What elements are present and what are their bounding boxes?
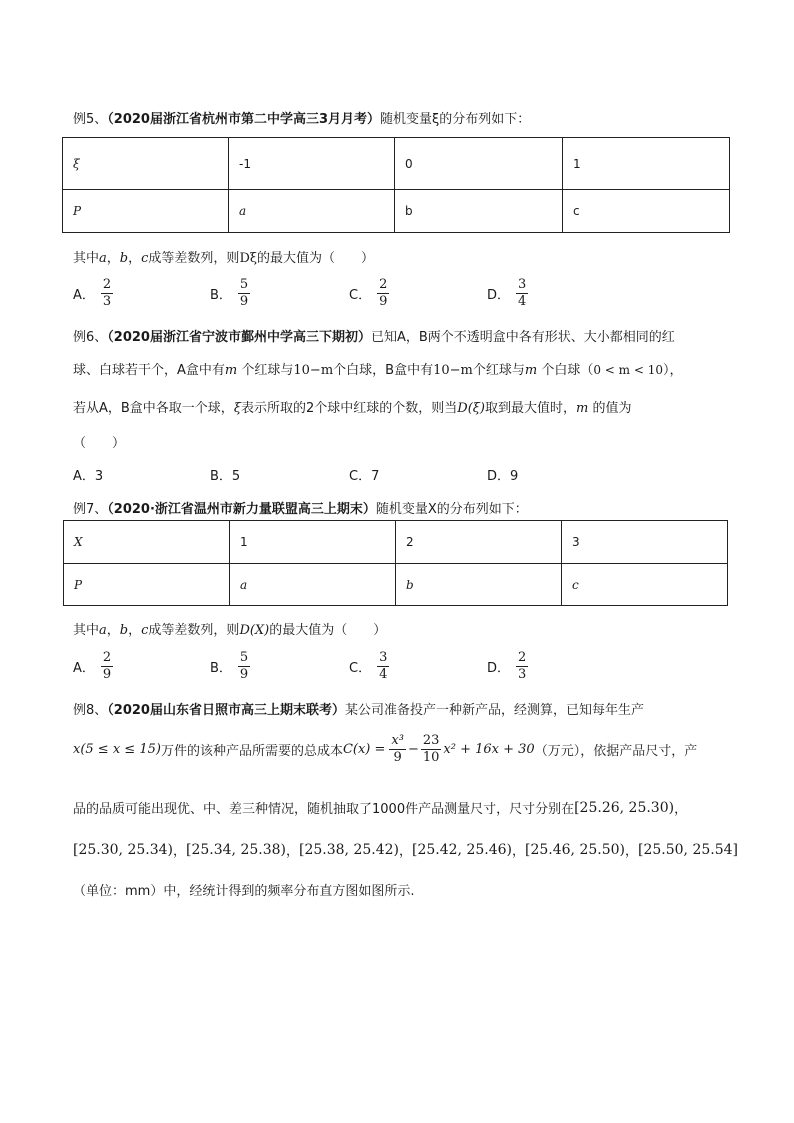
numerator: 3 — [518, 277, 527, 292]
ex6-option-a[interactable]: A．3 — [73, 469, 104, 484]
separator: ， — [511, 844, 525, 859]
var-b: b — [119, 251, 129, 266]
ex7-option-c[interactable] — [349, 651, 391, 681]
table-cell: 1 — [563, 138, 730, 190]
ex6-text: 的值为 — [592, 401, 632, 416]
separator: ， — [674, 802, 688, 817]
ex6-line-3 — [73, 397, 632, 416]
ex6-text: 已知A，B两个不透明盒中各有形状、大小都相同的红 — [370, 330, 675, 345]
variance-expr: D(X) — [239, 623, 270, 638]
condition-text: 的最大值为（ ） — [269, 623, 387, 638]
numerator: x³ — [391, 733, 404, 748]
ex7-option-a[interactable] — [73, 651, 115, 681]
ex6-text: 个红球与 — [241, 363, 294, 378]
ex5-label: 例5、 — [73, 112, 108, 127]
var-m: m — [524, 363, 538, 378]
ex7-source: （2020·浙江省温州市新力量联盟高三上期末） — [107, 502, 376, 517]
numerator: 2 — [102, 650, 112, 665]
domain-expr: x(5 ≤ x ≤ 15) — [73, 741, 161, 757]
option-label: B． — [210, 660, 232, 676]
table-cell: 3 — [562, 521, 728, 564]
ex8-text: 某公司准备投产一种新产品，经测算，已知每年生产 — [344, 703, 644, 718]
option-label: D． — [487, 660, 511, 676]
variance-expr: Dξ — [239, 251, 258, 266]
table-cell: 0 — [395, 138, 563, 190]
fraction — [421, 734, 442, 764]
numerator: 5 — [239, 650, 249, 665]
range-expr: 0 < m < 10 — [593, 363, 663, 377]
numerator: 23 — [422, 733, 440, 748]
ex6-option-c[interactable]: C．7 — [349, 469, 380, 484]
fraction — [238, 278, 250, 308]
denominator: 3 — [102, 293, 112, 309]
ex7-intro — [73, 498, 528, 517]
ex6-text: 个白球，B盒中有 — [333, 363, 434, 378]
ex7-option-b[interactable] — [210, 651, 252, 681]
ex8-line-5: （单位：mm）中，经统计得到的频率分布直方图如图所示. — [73, 884, 415, 899]
table-row — [63, 138, 730, 190]
minus-sign: − — [407, 741, 419, 757]
ex8-line-2 — [73, 734, 697, 764]
table-row — [64, 564, 728, 606]
ex5-option-c[interactable] — [349, 278, 391, 308]
interval: [25.42, 25.46) — [412, 841, 512, 858]
table-cell: -1 — [229, 138, 395, 190]
option-label: A． — [73, 287, 95, 303]
table-cell: ξ — [63, 138, 229, 190]
ex6-option-d[interactable]: D．9 — [487, 469, 519, 484]
ex8-text: （万元），依据产品尺寸，产 — [534, 743, 698, 759]
ex8-text: 品的品质可能出现优、中、差三种情况，随机抽取了1000件产品测量尺寸，尺寸分别在 — [73, 802, 575, 817]
interval: [25.38, 25.42) — [299, 841, 399, 858]
ex5-intro — [73, 108, 530, 127]
var-m: m — [224, 363, 238, 378]
expr: 10−m — [293, 363, 334, 378]
denominator: 9 — [239, 293, 249, 309]
var-xi: ξ — [233, 401, 241, 416]
numerator: 2 — [102, 277, 112, 292]
ex6-text: 个白球（ — [541, 363, 594, 378]
ex6-text: 表示所取的2个球中红球的个数，则当 — [240, 401, 458, 416]
table-cell: 1 — [230, 521, 396, 564]
ex8-source: （2020届山东省日照市高三上期末联考） — [107, 703, 345, 718]
fraction — [238, 651, 250, 681]
var-c: c — [141, 623, 149, 638]
option-label: B． — [210, 287, 232, 303]
condition-text: 成等差数列，则 — [148, 251, 240, 266]
separator: ， — [398, 844, 412, 859]
ex6-source: （2020届浙江省宁波市鄞州中学高三下期初） — [107, 330, 371, 345]
ex6-text: ）， — [663, 363, 683, 378]
ex8-label: 例8、 — [73, 703, 108, 718]
denominator: 9 — [102, 666, 112, 682]
interval: [25.46, 25.50) — [525, 841, 625, 858]
option-label: D． — [487, 287, 511, 303]
ex5-option-a[interactable] — [73, 278, 115, 308]
condition-text: 其中 — [73, 623, 100, 638]
var-b: b — [119, 623, 129, 638]
ex7-option-d[interactable] — [487, 651, 530, 681]
ex5-option-b[interactable] — [210, 278, 252, 308]
variance-expr: D(ξ) — [457, 401, 485, 416]
ex6-text: 个红球与 — [472, 363, 525, 378]
var-a: a — [99, 623, 107, 638]
ex5-source: （2020届浙江省杭州市第二中学高三3月月考） — [107, 112, 381, 127]
denominator: 10 — [422, 749, 440, 765]
option-label: C． — [349, 287, 372, 303]
denominator: 4 — [379, 666, 388, 682]
table-row — [64, 521, 728, 564]
interval: [25.50, 25.54] — [638, 841, 738, 858]
table-cell: P — [63, 190, 229, 233]
cost-function-lhs: C(x) = — [342, 741, 386, 757]
var-c: c — [141, 251, 149, 266]
interval: [25.30, 25.34) — [73, 841, 173, 858]
table-cell: c — [563, 190, 730, 233]
ex6-label: 例6、 — [73, 330, 108, 345]
fraction — [101, 278, 113, 308]
ex5-condition: 其中a，b，c成等差数列，则Dξ的最大值为（ ） — [73, 251, 375, 266]
table-cell: 2 — [396, 521, 562, 564]
ex6-option-b[interactable]: B．5 — [210, 469, 241, 484]
table-cell: X — [64, 521, 230, 564]
denominator: 4 — [518, 293, 527, 309]
ex8-line-1 — [73, 699, 644, 718]
ex6-text: 取到最大值时， — [485, 401, 577, 416]
numerator: 5 — [239, 277, 249, 292]
denominator: 9 — [239, 666, 249, 682]
numerator: 2 — [518, 650, 527, 665]
option-label: A． — [73, 660, 95, 676]
condition-text: 成等差数列，则 — [148, 623, 240, 638]
ex6-line-2 — [73, 359, 683, 378]
denominator: 9 — [393, 749, 402, 765]
ex8-text: 万件的该种产品所需要的总成本 — [160, 743, 343, 759]
separator: ， — [624, 844, 638, 859]
ex7-distribution-table — [63, 520, 728, 606]
separator: ， — [172, 844, 186, 859]
denominator: 3 — [518, 666, 527, 682]
ex5-text: 随机变量ξ的分布列如下： — [380, 112, 531, 127]
separator: ， — [285, 844, 299, 859]
table-cell: P — [64, 564, 230, 606]
numerator: 3 — [379, 650, 388, 665]
fraction — [516, 651, 528, 681]
expr: 10−m — [433, 363, 473, 378]
table-cell: a — [229, 190, 395, 233]
table-cell: b — [396, 564, 562, 606]
fraction — [389, 734, 406, 764]
var-a: a — [99, 251, 107, 266]
interval: [25.34, 25.38) — [186, 841, 286, 858]
fraction — [377, 651, 389, 681]
ex8-line-4 — [73, 840, 738, 859]
table-cell: b — [395, 190, 563, 233]
ex7-condition: 其中a，b，c成等差数列，则D(X)的最大值为（ ） — [73, 623, 387, 638]
condition-text: 的最大值为（ ） — [257, 251, 375, 266]
fraction — [377, 278, 389, 308]
ex5-distribution-table — [62, 137, 730, 233]
ex5-option-d[interactable] — [487, 278, 530, 308]
table-cell: c — [562, 564, 728, 606]
ex6-line-1 — [73, 326, 675, 345]
denominator: 9 — [379, 293, 388, 309]
ex7-text: 随机变量X的分布列如下： — [375, 502, 528, 517]
condition-text: 其中 — [73, 251, 100, 266]
ex6-text: 球、白球若干个，A盒中有 — [73, 363, 225, 378]
cost-function-rest: x² + 16x + 30 — [443, 741, 535, 757]
numerator: 2 — [379, 277, 388, 292]
table-row — [63, 190, 730, 233]
ex6-line-4: （ ） — [73, 436, 126, 451]
ex8-line-3 — [73, 798, 687, 817]
table-cell: a — [230, 564, 396, 606]
fraction — [101, 651, 113, 681]
fraction — [516, 278, 528, 308]
interval: [25.26, 25.30) — [574, 799, 675, 816]
var-m: m — [576, 401, 589, 416]
option-label: C． — [349, 660, 372, 676]
ex6-text: 若从A，B盒中各取一个球， — [73, 401, 234, 416]
ex7-label: 例7、 — [73, 502, 108, 517]
